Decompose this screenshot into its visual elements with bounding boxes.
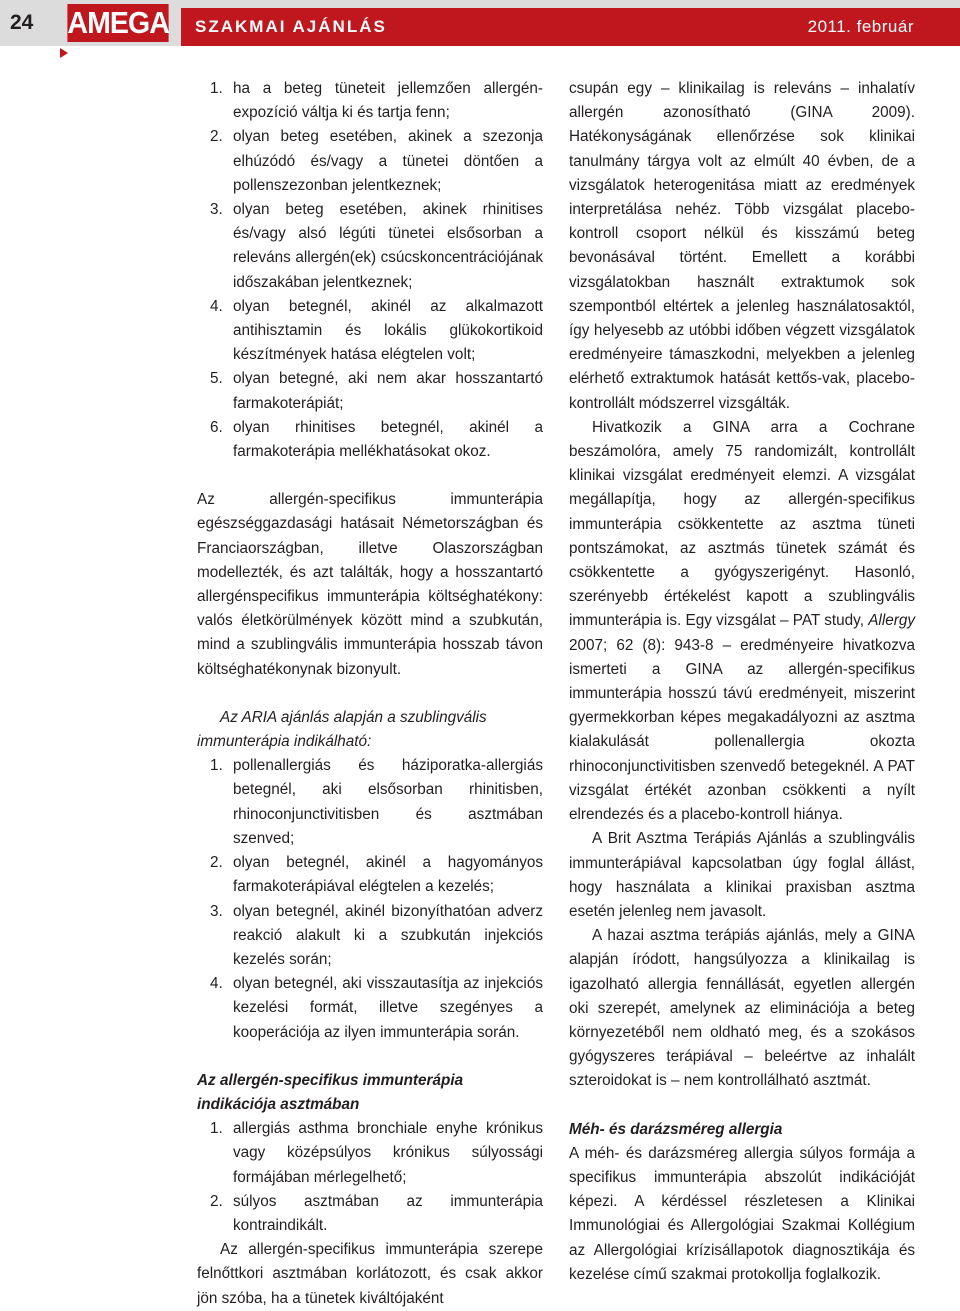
heading-asthma-indication: Az allergén-specifikus immunterápia indikációja asztmában — [197, 1071, 464, 1113]
list-item: 6. olyan rhinitises betegnél, akinél a farmakoterápia mellékhatásokat okoz. — [210, 418, 543, 461]
list-item: 1. ha a beteg tüneteit jellemzően allergén-expozíció váltja ki és tartja fenn; — [210, 80, 543, 122]
triangle-marker-icon — [60, 48, 68, 58]
list-item: 3. olyan beteg esetében, akinek rhinitises és/vagy alsó légúti tünetei elsősorban a releváns allergén(ek) csúcskoncentrációjának időszakában jelentkeznek; — [210, 201, 543, 291]
issue-date: 2011. február — [807, 17, 914, 36]
page-number: 24 — [10, 11, 34, 34]
right-column — [569, 77, 915, 1287]
page-header — [0, 0, 960, 46]
brand-logo: AMEGA — [67, 5, 169, 40]
section-title: SZAKMAI AJÁNLÁS — [195, 17, 387, 36]
heading-aria: Az ARIA ajánlás alapján a szublingvális immunterápia indikálható: — [197, 708, 487, 751]
list-item: 3. olyan betegnél, akinél bizonyíthatóan adverz reakció alakult ki a szubkután injekciós kezelés során; — [210, 902, 543, 968]
list-asthma-indications — [197, 1117, 543, 1238]
paragraph-adult-asthma: Az allergén-specifikus immunterápia szerepe felnőttkori asztmában korlátozott, és csak akkor jön szóba, ha a tünetek kiváltójaként — [197, 1241, 543, 1307]
list-item: 2. súlyos asztmában az immunterápia kontraindikált. — [210, 1192, 543, 1234]
paragraph-cost-effectiveness: Az allergén-specifikus immunterápia egészséggazdasági hatásait Németországban és Franciaországban, illetve Olaszországban modellezték, és azt találták, hogy a hosszantartó allergénspecifikus immunterápia költséghatékony: valós életkörülmények között mind a szubkután, mind a szublingvális immunterápia hosszab távon költséghatékonynak bizonyult. — [197, 491, 543, 678]
list-item: 4. olyan betegnél, akinél az alkalmazott antihisztamin és lokális glükokortikoid készítmények hatása elégtelen volt; — [210, 297, 543, 364]
list-aria-indications — [197, 754, 543, 1044]
list-item: 4. olyan betegnél, aki visszautasítja az injekciós kezelési formát, illetve szegényes a kooperációja az ilyen immunterápia során. — [210, 975, 543, 1041]
list-item: 2. olyan betegnél, akinél a hagyományos farmakoterápiával elégtelen a kezelés; — [210, 854, 543, 896]
left-column — [197, 77, 543, 1311]
list-item: 2. olyan beteg esetében, akinek a szezonja elhúzódó és/vagy a tünetei döntően a pollenszezonban jelentkeznek; — [210, 128, 543, 194]
list-rhinitis-indications — [197, 77, 543, 464]
paragraph-hungarian-guideline: A hazai asztma terápiás ajánlás, mely a GINA alapján íródott, hangsúlyozza a klinikailag is igazolható allergia fennállását, egyetlen allergén oki szerepét, amelynek az eliminációja a beteg környezetéből nem oldható meg, és a szokásos gyógyszeres terápiával – beleértve az inhalált szteroidokat is – nem kontrollálható asztmát. — [569, 927, 915, 1090]
paragraph-cochrane: Hivatkozik a GINA arra a Cochrane beszámolóra, amely 75 randomizált, kontrollált klinikai vizsgálat eredményeit elemzi. A vizsgálat megállapítja, hogy az allergén-specifikus immunterápia csökkentette az asztma tüneti pontszámokat, az asztmás tünetek számát és csökkentette a gyógyszerigényt. Hasonló, szerényebb értékelést kapott a szublingvális immunterápia is. Egy vizsgálat – PAT study, Allergy 2007; 62 (8): 943-8 – eredményeire hivatkozva ismerteti a GINA az allergén-specifikus immunterápia hosszú távú eredményeit, miszerint gyermekkorban képes megakadályozni az asztma kialakulását pollenallergia okozta rhinoconjunctivitisben szenvedő betegeknél. A PAT vizsgálat értékét azonban csökkenti a nyílt elrendezés és a placebo-kontroll hiánya. — [569, 418, 915, 824]
list-item: 5. olyan betegné, aki nem akar hosszantartó farmakoterápiát; — [210, 370, 543, 412]
list-item: 1. allergiás asthma bronchiale enyhe krónikus vagy középsúlyos krónikus súlyossági formájában mérlegelhető; — [210, 1120, 543, 1186]
paragraph-british-guideline: A Brit Asztma Terápiás Ajánlás a szublingvális immunterápiával kapcsolatban úgy foglal állást, hogy használata a klinikai praxisban asztma esetén jelenleg nem javasolt. — [569, 830, 915, 920]
list-item: 1. pollenallergiás és háziporatka-allergiás betegnél, aki elsősorban rhinitisben, rhinoconjunctivitisben és asztmában szenved; — [210, 757, 543, 847]
paragraph-gina-efficacy: csupán egy – klinikailag is releváns – inhalatív allergén azonosítható (GINA 2009). Hatékonyságának ellenőrzése sok klinikai tanulmány tárgya volt az elmúlt 40 évben, de a vizsgálatok heterogenitása miatt az eredmények interpretálása nehéz. Több vizsgálat placebo-kontroll csoport nélkül és kisszámú beteg bevonásával történt. Emellett a korábbi vizsgálatokban használt extraktumok sok szempontból eltértek a jelenleg használatosaktól, így helyesebb az utóbbi időben végzett vizsgálatok eredményeire támaszkodni, melyekben a jelenleg elérhető extraktumok hatását kettős-vak, placebo-kontrollált módszerrel vizsgálták. — [569, 80, 915, 412]
heading-bee-venom: Méh- és darázsméreg allergia — [569, 1120, 783, 1138]
section-banner — [181, 8, 960, 46]
journal-name: Allergy — [868, 612, 915, 630]
paragraph-bee-venom: A méh- és darázsméreg allergia súlyos formája a specifikus immunterápia abszolút indikációját képezi. A kérdéssel részletesen a Klinikai Immunológiai és Allergológiai Szakmai Kollégium az Allergológiai krízisállapotok diagnosztikája és kezelése című szakmai protokollja foglalkozik. — [569, 1144, 915, 1283]
